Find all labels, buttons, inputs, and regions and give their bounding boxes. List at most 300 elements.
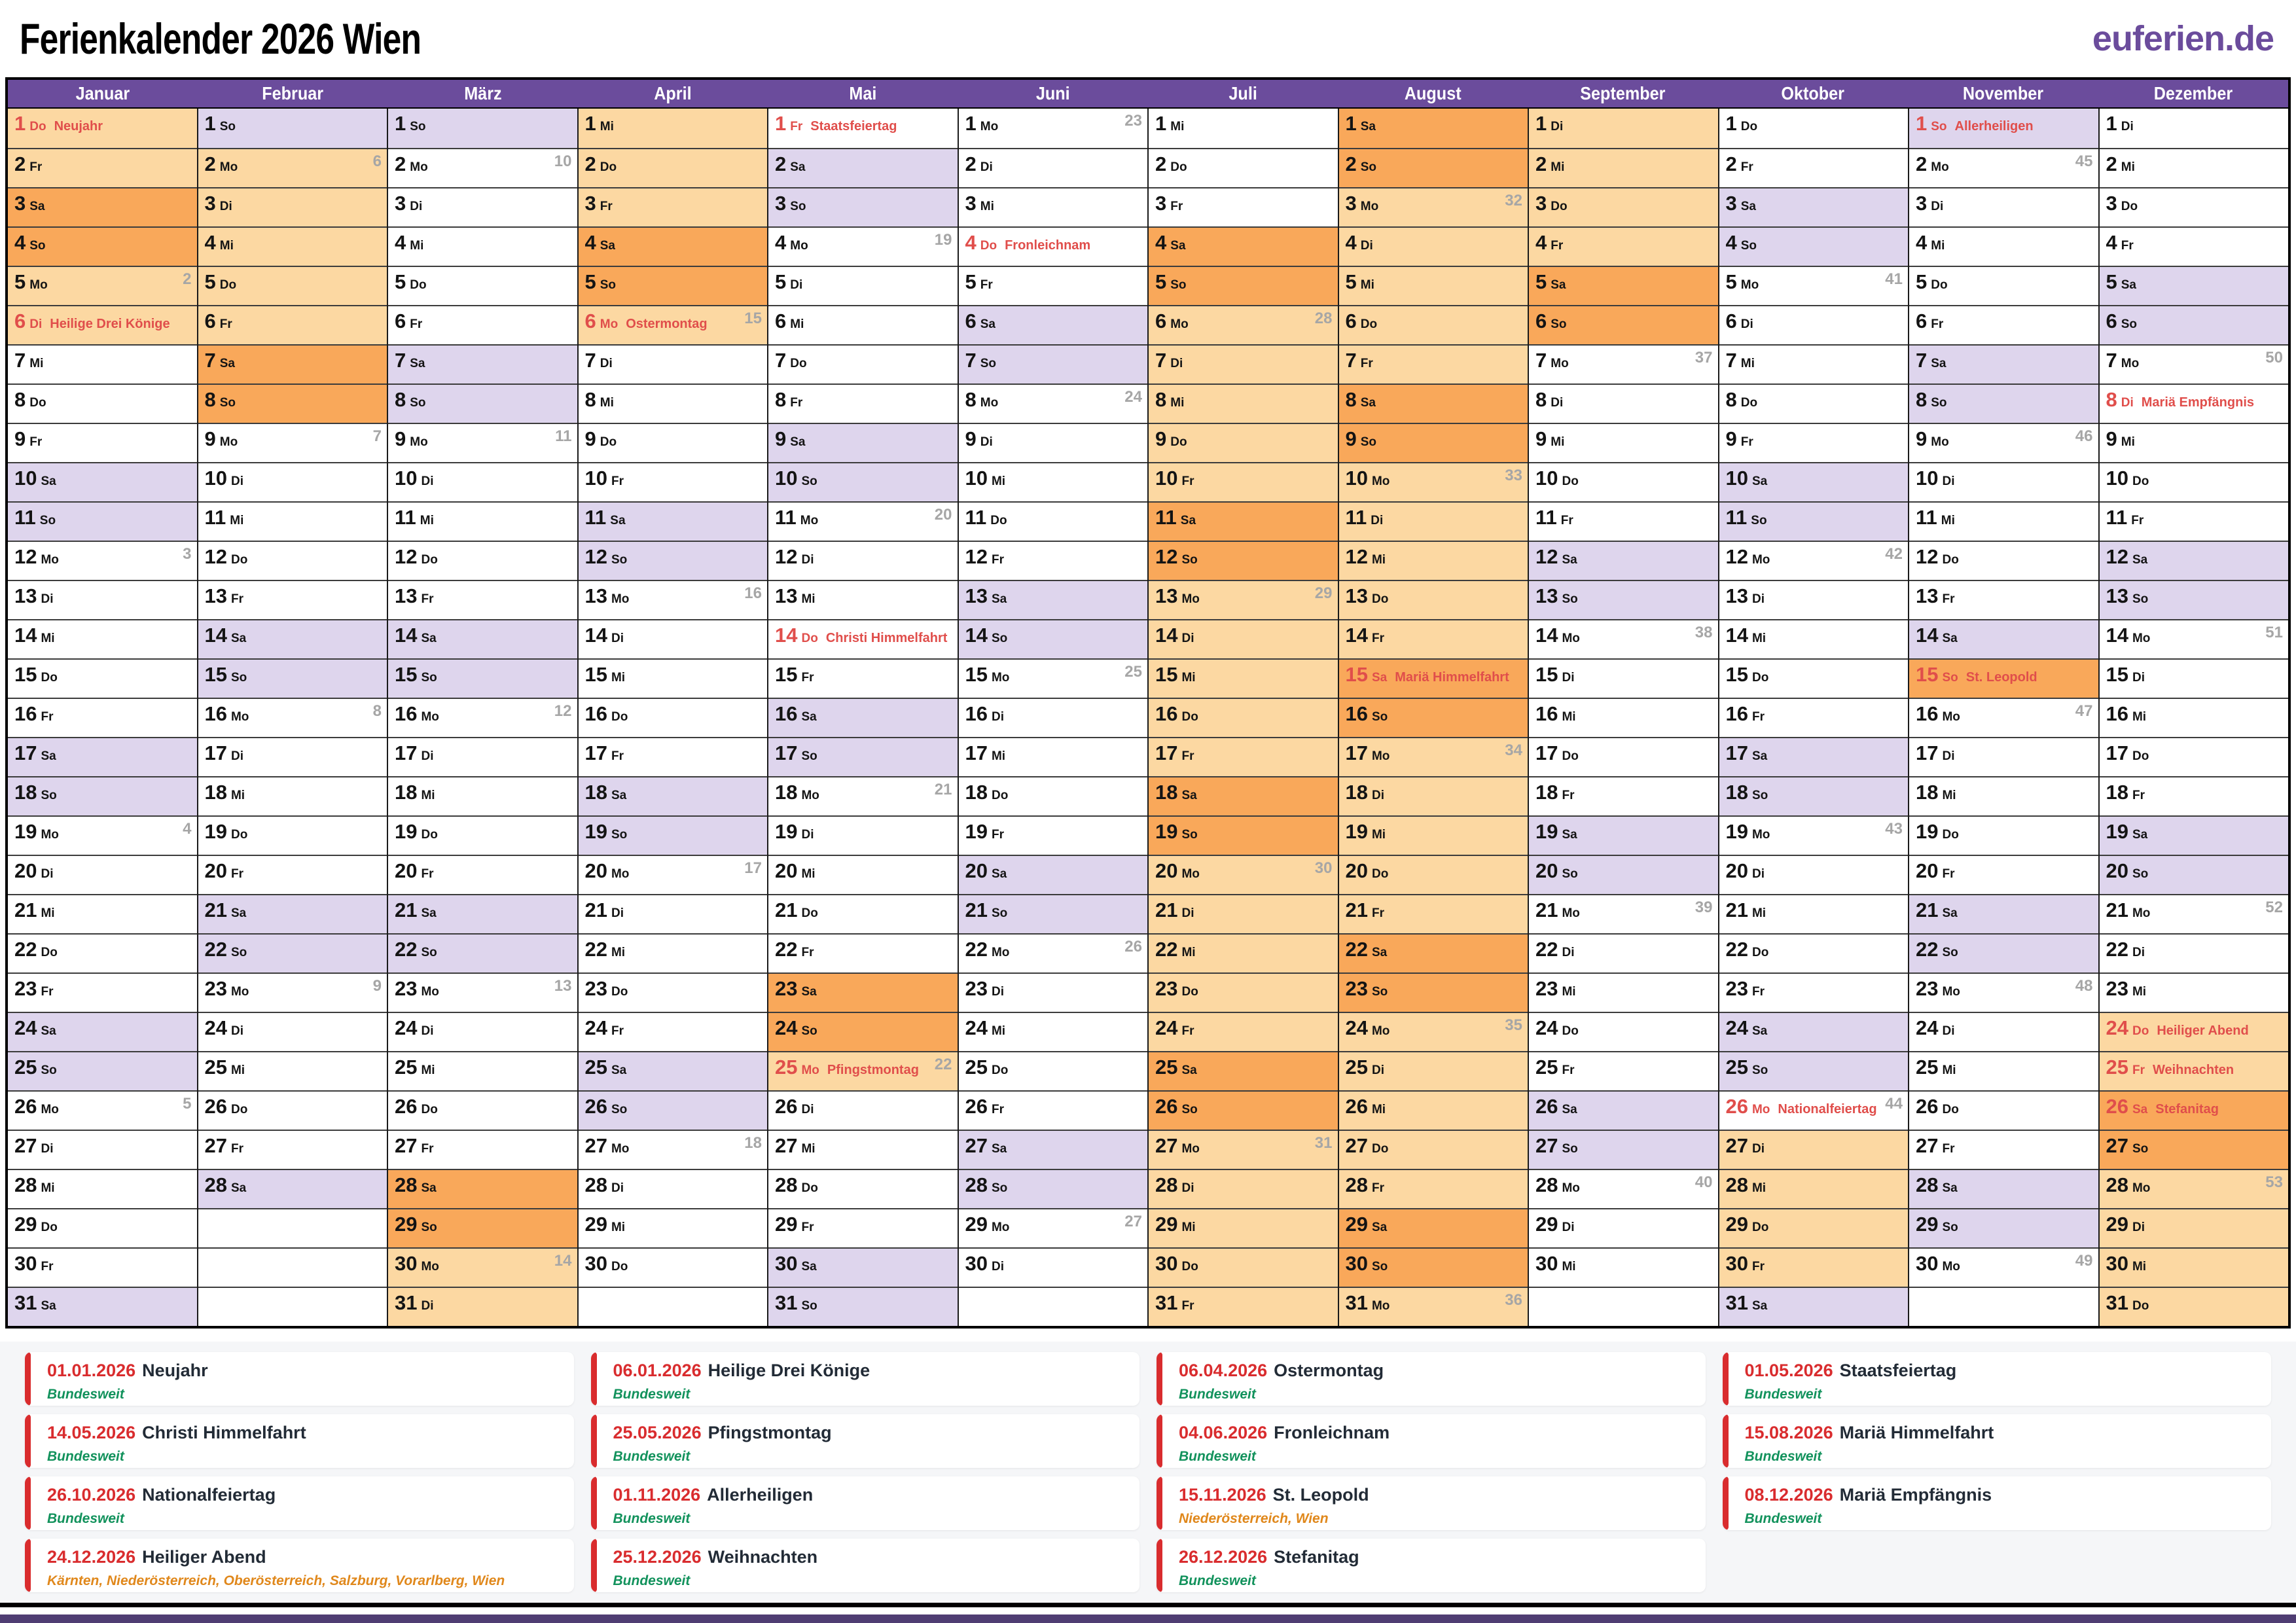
day-cell	[388, 815, 577, 855]
day-number: 13	[1535, 584, 1558, 607]
holiday-date: 26.10.2026	[47, 1485, 136, 1505]
day-cell	[1149, 1169, 1338, 1208]
day-number: 6	[204, 310, 216, 332]
day-cell	[1339, 1090, 1528, 1130]
day-cell	[1909, 226, 2098, 266]
day-number: 8	[1345, 388, 1357, 411]
holiday-card-accent	[25, 1539, 31, 1592]
day-cell	[2100, 972, 2289, 1012]
weekday-abbr: So	[980, 357, 997, 370]
day-number: 16	[2106, 702, 2128, 725]
weekday-abbr: So	[1181, 1103, 1198, 1116]
day-cell	[579, 933, 768, 972]
weekday-abbr: Di	[991, 710, 1004, 724]
day-number: 1	[1725, 112, 1737, 135]
day-cell	[579, 1287, 768, 1326]
weekday-abbr: Mo	[800, 514, 819, 527]
day-cell	[1529, 1012, 1718, 1051]
day-cell	[768, 1051, 958, 1090]
weekday-abbr: Sa	[1740, 200, 1756, 213]
weekday-abbr: Di	[421, 1024, 434, 1038]
day-cell	[1149, 423, 1338, 462]
day-number: 12	[204, 545, 227, 568]
week-number: 21	[934, 781, 952, 798]
day-number: 7	[2106, 349, 2117, 372]
holiday-label: Christi Himmelfahrt	[825, 631, 948, 645]
day-cell	[388, 541, 577, 580]
day-number: 28	[1155, 1173, 1178, 1196]
day-number: 4	[204, 231, 216, 254]
day-cell	[1529, 109, 1718, 148]
weekday-abbr: Di	[980, 435, 993, 449]
holiday-card-accent	[25, 1414, 31, 1468]
weekday-abbr: Sa	[1551, 278, 1566, 292]
weekday-abbr: So	[1181, 553, 1198, 567]
weekday-abbr: Mi	[41, 1181, 55, 1195]
day-number: 13	[1725, 584, 1748, 607]
weekday-abbr: Mo	[29, 278, 48, 292]
weekday-abbr: Sa	[1562, 553, 1577, 567]
day-number: 26	[1916, 1095, 1939, 1118]
day-number: 12	[1345, 545, 1368, 568]
day-number: 4	[1725, 231, 1737, 254]
day-cell	[1719, 737, 1909, 776]
holiday-card-accent	[25, 1476, 31, 1530]
weekday-abbr: Fr	[421, 1142, 434, 1156]
weekday-abbr: Do	[600, 160, 617, 174]
weekday-abbr: Mi	[41, 632, 55, 645]
weekday-abbr: So	[801, 474, 817, 488]
day-cell	[2100, 501, 2289, 541]
weekday-abbr: Mo	[1371, 1299, 1390, 1313]
holiday-date: 25.12.2026	[613, 1547, 702, 1567]
day-number: 17	[775, 741, 798, 764]
day-cell	[959, 383, 1148, 423]
day-number: 29	[775, 1213, 798, 1236]
day-cell	[388, 1287, 577, 1326]
day-cell	[959, 1090, 1148, 1130]
weekday-abbr: Mi	[1751, 632, 1767, 645]
weekday-abbr: So	[801, 749, 817, 763]
weekday-abbr: Mo	[1562, 632, 1580, 645]
day-cell	[1719, 580, 1909, 619]
day-cell	[768, 894, 958, 933]
holiday-region: Bundesweit	[613, 1387, 691, 1402]
day-number: 2	[2106, 152, 2117, 175]
day-number: 9	[965, 427, 977, 450]
weekday-abbr: Fr	[980, 278, 993, 292]
holiday-name: Ostermontag	[1274, 1361, 1384, 1380]
day-cell	[1719, 1287, 1909, 1326]
weekday-abbr: Do	[980, 239, 997, 253]
day-cell	[1149, 226, 1338, 266]
day-number: 5	[2106, 270, 2117, 293]
weekday-abbr: Mo	[41, 553, 59, 567]
day-cell	[1909, 658, 2098, 698]
day-number: 23	[14, 977, 37, 1000]
week-number: 29	[1314, 584, 1333, 602]
day-number: 10	[1155, 467, 1178, 490]
day-cell	[8, 501, 197, 541]
day-number: 19	[1345, 820, 1368, 843]
weekday-abbr: Di	[2132, 1221, 2145, 1234]
week-number: 8	[372, 702, 382, 720]
day-number: 7	[1345, 349, 1357, 372]
day-cell	[8, 1012, 197, 1051]
day-number: 22	[965, 938, 988, 961]
weekday-abbr: Di	[801, 1103, 814, 1116]
day-number: 22	[1155, 938, 1178, 961]
weekday-abbr: Mo	[600, 317, 619, 331]
day-cell	[388, 1130, 577, 1169]
weekday-abbr: Mi	[29, 357, 44, 370]
day-cell	[959, 972, 1148, 1012]
holiday-date: 08.12.2026	[1744, 1485, 1833, 1505]
weekday-abbr: Sa	[1942, 1181, 1958, 1195]
day-cell	[1909, 541, 2098, 580]
day-cell	[1149, 972, 1338, 1012]
day-cell	[579, 305, 768, 344]
euferien-logo[interactable]: euferien.de	[2092, 19, 2274, 58]
day-cell	[1529, 383, 1718, 423]
day-cell	[388, 580, 577, 619]
weekday-abbr: Sa	[991, 867, 1007, 881]
day-number: 11	[395, 506, 416, 529]
day-number: 25	[965, 1056, 988, 1079]
week-number: 27	[1124, 1213, 1142, 1230]
day-number: 18	[395, 781, 418, 804]
day-number: 27	[2106, 1134, 2128, 1157]
day-number: 6	[775, 310, 787, 332]
day-number: 17	[965, 741, 988, 764]
weekday-abbr: Fr	[219, 317, 232, 331]
day-number: 25	[775, 1056, 798, 1079]
day-cell	[1529, 1208, 1718, 1247]
day-cell	[959, 815, 1148, 855]
weekday-abbr: Sa	[1751, 749, 1768, 763]
month-header: April	[654, 83, 692, 103]
day-number: 30	[395, 1252, 418, 1275]
day-cell	[8, 1208, 197, 1247]
day-number: 30	[1725, 1252, 1748, 1275]
weekday-abbr: Mo	[1931, 435, 1949, 449]
weekday-abbr: Mo	[1751, 553, 1770, 567]
day-number: 12	[775, 545, 798, 568]
weekday-abbr: Mo	[980, 396, 999, 410]
weekday-abbr: Di	[600, 357, 613, 370]
day-number: 29	[1155, 1213, 1178, 1236]
holiday-region: Bundesweit	[613, 1573, 691, 1588]
week-number: 24	[1124, 388, 1142, 406]
weekday-abbr: Do	[790, 357, 807, 370]
weekday-abbr: Mo	[219, 435, 238, 449]
day-cell	[1149, 1208, 1338, 1247]
day-cell	[1719, 1012, 1909, 1051]
day-cell	[1339, 109, 1528, 148]
weekday-abbr: Fr	[1740, 435, 1753, 449]
day-number: 3	[1345, 192, 1357, 215]
day-number: 29	[14, 1213, 37, 1236]
day-number: 27	[1916, 1134, 1939, 1157]
weekday-abbr: Sa	[230, 906, 247, 920]
day-number: 24	[965, 1016, 988, 1039]
day-number: 23	[1916, 977, 1939, 1000]
week-number: 22	[934, 1056, 952, 1073]
weekday-abbr: Sa	[41, 474, 56, 488]
day-cell	[8, 462, 197, 501]
day-cell	[579, 776, 768, 815]
day-number: 19	[2106, 820, 2128, 843]
day-number: 28	[1345, 1173, 1368, 1196]
weekday-abbr: Mo	[230, 985, 249, 999]
day-cell	[198, 972, 387, 1012]
day-cell	[8, 1169, 197, 1208]
day-cell	[1719, 1169, 1909, 1208]
week-number: 3	[183, 545, 192, 563]
day-cell	[579, 658, 768, 698]
day-number: 12	[2106, 545, 2128, 568]
day-cell	[198, 305, 387, 344]
weekday-abbr: Sa	[421, 906, 437, 920]
day-number: 31	[1725, 1291, 1748, 1314]
day-cell	[8, 815, 197, 855]
weekday-abbr: Di	[230, 474, 243, 488]
day-cell	[1909, 619, 2098, 658]
day-number: 25	[1725, 1056, 1748, 1079]
day-number: 14	[14, 624, 37, 647]
day-number: 23	[1345, 977, 1368, 1000]
day-number: 4	[14, 231, 26, 254]
day-number: 1	[1155, 112, 1167, 135]
weekday-abbr: Mi	[991, 1024, 1006, 1038]
day-number: 2	[1155, 152, 1167, 175]
day-number: 8	[2106, 388, 2117, 411]
day-cell	[2100, 1247, 2289, 1287]
day-cell	[959, 1130, 1148, 1169]
week-number: 52	[2265, 899, 2283, 916]
weekday-abbr: Mo	[611, 867, 630, 881]
week-number: 41	[1885, 270, 1903, 288]
day-number: 28	[204, 1173, 227, 1196]
weekday-abbr: Mo	[980, 120, 999, 134]
weekday-abbr: So	[611, 553, 628, 567]
weekday-abbr: Sa	[2132, 1103, 2148, 1116]
weekday-abbr: Di	[29, 317, 43, 331]
day-cell	[8, 933, 197, 972]
day-number: 14	[584, 624, 607, 647]
weekday-abbr: Mi	[1371, 828, 1386, 842]
holiday-date: 26.12.2026	[1179, 1547, 1268, 1567]
day-number: 18	[1345, 781, 1368, 804]
weekday-abbr: So	[1751, 789, 1768, 802]
weekday-abbr: Sa	[230, 1181, 247, 1195]
weekday-abbr: Mi	[790, 317, 804, 331]
weekday-abbr: Mo	[1551, 357, 1569, 370]
day-number: 28	[1535, 1173, 1558, 1196]
day-number: 19	[395, 820, 418, 843]
weekday-abbr: Fr	[1371, 1181, 1384, 1195]
day-number: 21	[14, 899, 37, 921]
day-number: 11	[775, 506, 797, 529]
holiday-card	[1723, 1414, 2272, 1468]
day-cell	[198, 226, 387, 266]
day-cell	[2100, 658, 2289, 698]
day-number: 21	[2106, 899, 2128, 921]
day-number: 22	[395, 938, 418, 961]
day-number: 25	[204, 1056, 227, 1079]
weekday-abbr: Do	[2132, 474, 2149, 488]
day-cell	[579, 344, 768, 383]
weekday-abbr: Di	[1942, 474, 1955, 488]
day-cell	[2100, 266, 2289, 305]
day-cell	[198, 894, 387, 933]
weekday-abbr: Di	[2132, 946, 2145, 959]
day-number: 3	[1535, 192, 1547, 215]
day-cell	[959, 501, 1148, 541]
weekday-abbr: Do	[600, 435, 617, 449]
weekday-abbr: Sa	[801, 985, 817, 999]
holiday-label: Mariä Empfängnis	[2141, 395, 2255, 410]
weekday-abbr: Sa	[600, 239, 615, 253]
weekday-abbr: Di	[230, 1024, 243, 1038]
holiday-card	[591, 1539, 1140, 1592]
week-number: 33	[1505, 467, 1522, 484]
day-cell	[388, 109, 577, 148]
day-cell	[959, 698, 1148, 737]
day-number: 23	[584, 977, 607, 1000]
weekday-abbr: Di	[1181, 1181, 1194, 1195]
day-cell	[1149, 462, 1338, 501]
holiday-card	[591, 1476, 1140, 1530]
day-cell	[1529, 855, 1718, 894]
holiday-card	[1157, 1476, 1706, 1530]
day-number: 28	[14, 1173, 37, 1196]
day-cell	[1339, 1169, 1528, 1208]
day-number: 20	[395, 859, 418, 882]
day-number: 3	[1155, 192, 1167, 215]
day-cell	[1909, 266, 2098, 305]
holiday-card	[25, 1414, 574, 1468]
day-number: 12	[1916, 545, 1939, 568]
day-cell	[1149, 1051, 1338, 1090]
weekday-abbr: So	[41, 1063, 57, 1077]
holiday-name: Allerheiligen	[707, 1485, 814, 1505]
day-number: 30	[775, 1252, 798, 1275]
day-cell	[579, 501, 768, 541]
holiday-card	[25, 1539, 574, 1592]
weekday-abbr: Fr	[1562, 789, 1575, 802]
day-number: 12	[1535, 545, 1558, 568]
weekday-abbr: Sa	[41, 1299, 56, 1313]
day-number: 30	[2106, 1252, 2128, 1275]
day-cell	[1339, 698, 1528, 737]
weekday-abbr: Do	[611, 1260, 628, 1274]
holiday-date: 24.12.2026	[47, 1547, 136, 1567]
weekday-abbr: Mi	[1751, 1181, 1767, 1195]
holiday-date: 15.11.2026	[1179, 1485, 1266, 1505]
weekday-abbr: Mi	[1751, 906, 1767, 920]
day-cell	[2100, 1012, 2289, 1051]
weekday-abbr: Sa	[611, 789, 627, 802]
day-number: 9	[1916, 427, 1928, 450]
weekday-abbr: Sa	[610, 514, 626, 527]
day-cell	[1149, 855, 1338, 894]
day-number: 4	[965, 231, 977, 254]
month-column	[2098, 109, 2289, 1326]
day-number: 21	[1155, 899, 1178, 921]
day-number: 16	[584, 702, 607, 725]
week-number: 4	[183, 820, 192, 838]
day-cell	[1909, 815, 2098, 855]
day-number: 15	[775, 663, 798, 686]
day-cell	[2100, 580, 2289, 619]
weekday-abbr: Fr	[1371, 906, 1384, 920]
day-cell	[1529, 187, 1718, 226]
day-cell	[1339, 1247, 1528, 1287]
weekday-abbr: So	[1551, 317, 1567, 331]
day-cell	[1719, 1090, 1909, 1130]
week-number: 46	[2075, 427, 2093, 445]
weekday-abbr: Fr	[230, 867, 243, 881]
day-cell	[1719, 855, 1909, 894]
day-cell	[2100, 1287, 2289, 1326]
day-cell	[2100, 737, 2289, 776]
holiday-date: 01.01.2026	[47, 1361, 136, 1380]
weekday-abbr: Do	[29, 396, 46, 410]
month-header: Juli	[1229, 83, 1257, 103]
weekday-abbr: So	[1942, 671, 1958, 685]
weekday-abbr: Fr	[1181, 749, 1194, 763]
day-number: 11	[584, 506, 607, 529]
weekday-abbr: So	[230, 671, 247, 685]
day-cell	[1719, 501, 1909, 541]
week-number: 30	[1314, 859, 1333, 877]
weekday-abbr: Sa	[1751, 474, 1768, 488]
day-number: 13	[204, 584, 227, 607]
day-number: 12	[395, 545, 418, 568]
day-number: 22	[1916, 938, 1939, 961]
day-cell	[959, 933, 1148, 972]
day-number: 3	[395, 192, 406, 215]
day-cell	[1339, 541, 1528, 580]
day-cell	[8, 894, 197, 933]
holiday-card	[591, 1352, 1140, 1406]
day-number: 2	[1345, 152, 1357, 175]
holiday-name: Neujahr	[142, 1361, 208, 1380]
day-cell	[388, 855, 577, 894]
day-cell	[1339, 972, 1528, 1012]
day-cell	[768, 855, 958, 894]
day-cell	[1529, 815, 1718, 855]
weekday-abbr: Do	[1562, 749, 1579, 763]
day-cell	[1909, 462, 2098, 501]
day-number: 26	[14, 1095, 37, 1118]
day-number: 19	[204, 820, 227, 843]
weekday-abbr: Do	[1931, 278, 1948, 292]
day-cell	[1719, 305, 1909, 344]
weekday-abbr: So	[1562, 1142, 1578, 1156]
day-number: 13	[14, 584, 37, 607]
weekday-abbr: Di	[421, 1299, 434, 1313]
day-cell	[1529, 619, 1718, 658]
day-number: 6	[1725, 310, 1737, 332]
weekday-abbr: Di	[991, 1260, 1004, 1274]
holiday-name: Weihnachten	[708, 1547, 818, 1567]
week-number: 12	[554, 702, 572, 720]
day-number: 11	[204, 506, 226, 529]
weekday-abbr: So	[421, 671, 437, 685]
holiday-name: Heiliger Abend	[142, 1547, 266, 1567]
